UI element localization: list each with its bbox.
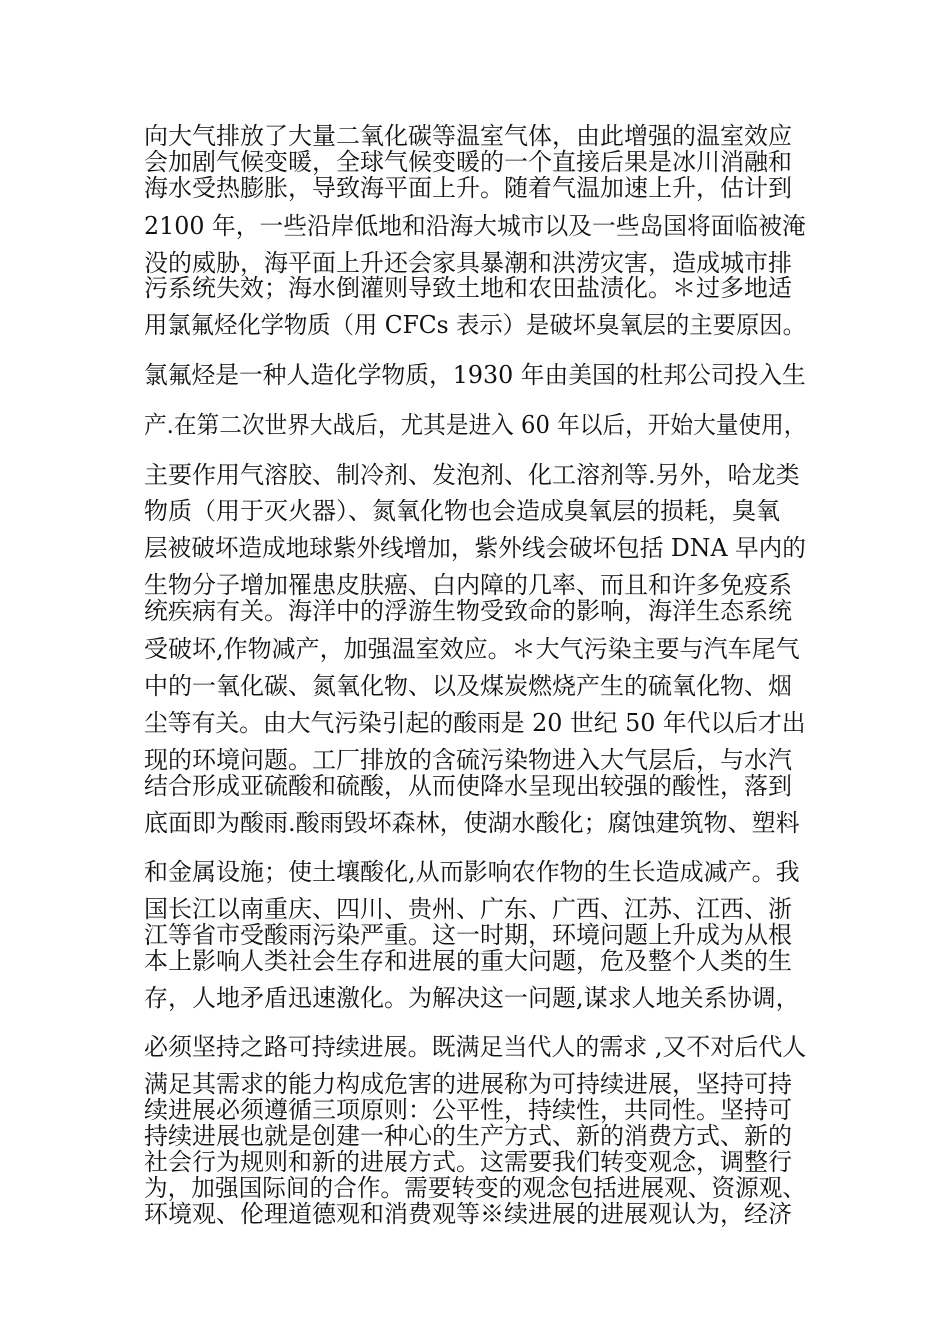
text-line: 2100 年，一些沿岸低地和沿海大城市以及一些岛国将面临被淹 bbox=[144, 212, 806, 240]
text-line: 国长江以南重庆、四川、贵州、广东、广西、江苏、江西、浙 bbox=[144, 895, 792, 923]
text-line: 结合形成亚硫酸和硫酸，从而使降水呈现出较强的酸性，落到 bbox=[144, 772, 792, 800]
text-line: 统疾病有关。海洋中的浮游生物受致命的影响，海洋生态系统 bbox=[144, 597, 792, 625]
text-line: 和金属设施；使土壤酸化,从而影响农作物的生长造成减产。我 bbox=[144, 858, 800, 886]
text-line: 必须坚持之路可持续进展。既满足当代人的需求 ,又不对后代人 bbox=[144, 1033, 807, 1061]
text-line: 本上影响人类社会生存和进展的重大问题，危及整个人类的生 bbox=[144, 947, 792, 975]
text-line: 氯氟烃是一种人造化学物质，1930 年由美国的杜邦公司投入生 bbox=[144, 361, 806, 389]
text-line: 底面即为酸雨.酸雨毁坏森林，使湖水酸化；腐蚀建筑物、塑料 bbox=[144, 809, 800, 837]
text-line: 主要作用气溶胶、制冷剂、发泡剂、化工溶剂等.另外，哈龙类 bbox=[144, 461, 800, 489]
text-line: 物质（用于灭火器）、氮氧化物也会造成臭氧层的损耗，臭氧 bbox=[144, 497, 780, 525]
text-line: 尘等有关。由大气污染引起的酸雨是 20 世纪 50 年代以后才出 bbox=[144, 709, 806, 737]
text-line: 持续进展也就是创建一种心的生产方式、新的消费方式、新的 bbox=[144, 1122, 792, 1150]
text-line: 环境观、伦理道德观和消费观等※续进展的进展观认为，经济 bbox=[144, 1200, 792, 1228]
text-line: 现的环境问题。工厂排放的含硫污染物进入大气层后，与水汽 bbox=[144, 746, 792, 774]
text-line: 中的一氧化碳、氮氧化物、以及煤炭燃烧产生的硫氧化物、烟 bbox=[144, 672, 792, 700]
text-line: 存，人地矛盾迅速激化。为解决这一问题,谋求人地关系协调， bbox=[144, 984, 800, 1012]
text-line: 没的威胁，海平面上升还会家具暴潮和洪涝灾害，造成城市排 bbox=[144, 249, 792, 277]
text-line: 社会行为规则和新的进展方式。这需要我们转变观念，调整行 bbox=[144, 1148, 792, 1176]
text-line: 江等省市受酸雨污染严重。这一时期，环境问题上升成为从根 bbox=[144, 921, 792, 949]
text-line: 产.在第二次世界大战后，尤其是进入 60 年以后，开始大量使用， bbox=[144, 411, 807, 439]
text-line: 满足其需求的能力构成危害的进展称为可持续进展，坚持可持 bbox=[144, 1070, 792, 1098]
text-line: 向大气排放了大量二氧化碳等温室气体，由此增强的温室效应 bbox=[144, 122, 792, 150]
text-line: 为，加强国际间的合作。需要转变的观念包括进展观、资源观、 bbox=[144, 1174, 806, 1202]
text-line: 生物分子增加罹患皮肤癌、白内障的几率、而且和许多免疫系 bbox=[144, 571, 792, 599]
text-line: 续进展必须遵循三项原则：公平性，持续性，共同性。坚持可 bbox=[144, 1096, 792, 1124]
text-line: 层被破坏造成地球紫外线增加，紫外线会破坏包括 DNA 早内的 bbox=[144, 534, 806, 562]
text-line: 污系统失效；海水倒灌则导致土地和农田盐渍化。＊过多地适 bbox=[144, 274, 792, 302]
text-line: 会加剧气候变暖，全球气候变暖的一个直接后果是冰川消融和 bbox=[144, 148, 792, 176]
text-line: 海水受热膨胀，导致海平面上升。随着气温加速上升，估计到 bbox=[144, 174, 792, 202]
text-line: 用氯氟烃化学物质（用 CFCs 表示）是破坏臭氧层的主要原因。 bbox=[144, 311, 806, 339]
text-line: 受破坏,作物减产，加强温室效应。＊大气污染主要与汽车尾气 bbox=[144, 635, 800, 663]
